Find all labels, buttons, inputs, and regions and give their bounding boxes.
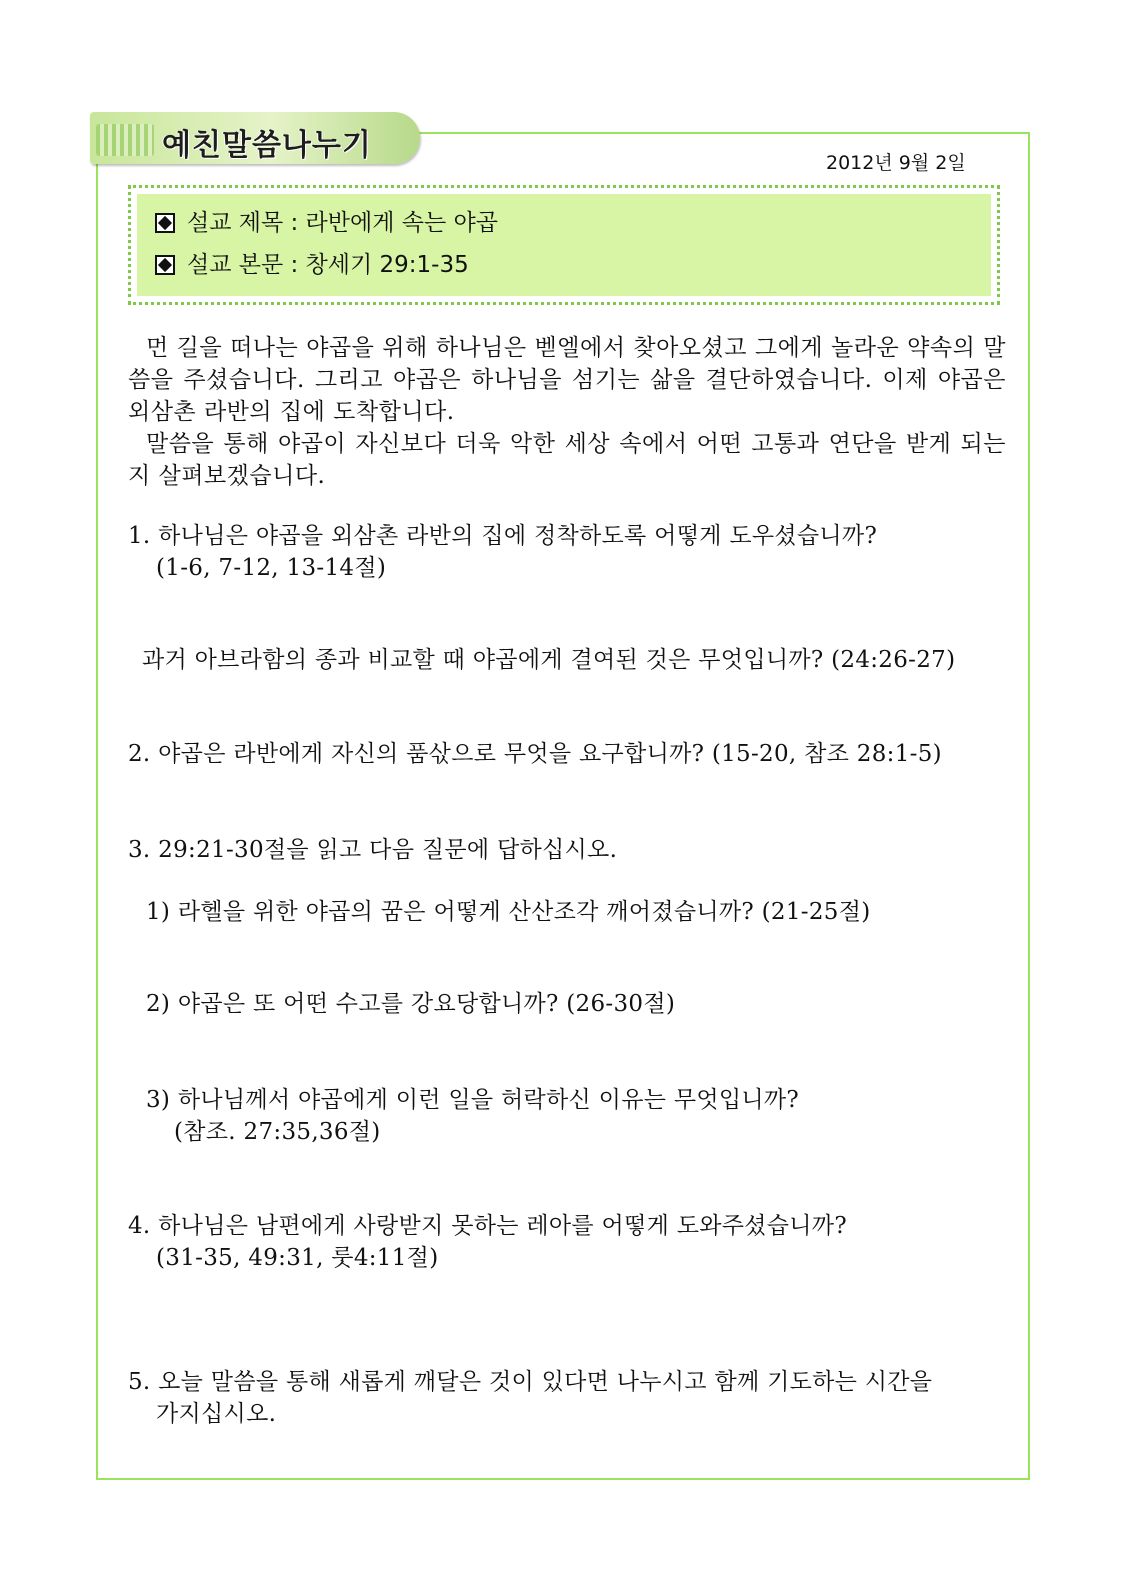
question-3-3 [146, 1084, 799, 1148]
question-3-2-text: 2) 야곱은 또 어떤 수고를 강요당합니까? (26-30절) [146, 991, 676, 1017]
question-5-continuation: 가지십시오. [156, 1401, 277, 1427]
question-2-text: 2. 야곱은 라반에게 자신의 품삯으로 무엇을 요구합니까? (15-20, 참조 28:1-5) [128, 741, 942, 767]
question-4 [128, 1210, 847, 1274]
question-3-3-text: 3) 하나님께서 야곱에게 이런 일을 허락하신 이유는 무엇입니까? [146, 1087, 800, 1113]
intro-paragraph-2: 말씀을 통해 야곱이 자신보다 더욱 악한 세상 속에서 어떤 고통과 연단을 받게 되는지 살펴보겠습니다. [128, 431, 1006, 489]
intro-text [128, 332, 1006, 492]
page-title: 예친말씀나누기 [162, 128, 372, 163]
question-1b [142, 644, 955, 676]
sermon-title: 설교 제목 : 라반에게 속는 야곱 [187, 210, 498, 236]
question-3-1-text: 1) 라헬을 위한 야곱의 꿈은 어떻게 산산조각 깨어졌습니까? (21-25절) [146, 899, 871, 925]
question-3 [128, 834, 617, 866]
sermon-text-row [155, 244, 991, 286]
sermon-info-box [128, 185, 1000, 305]
sermon-info-inner [137, 194, 991, 296]
question-3-1 [146, 896, 871, 928]
diamond-bullet-icon [155, 255, 175, 275]
question-5-text: 5. 오늘 말씀을 통해 새롭게 깨달은 것이 있다면 나누시고 함께 기도하는 시간을 [128, 1369, 933, 1395]
title-banner [90, 112, 420, 164]
question-1-ref: (1-6, 7-12, 13-14절) [156, 555, 387, 581]
sermon-title-row [155, 202, 991, 244]
question-1-text: 1. 하나님은 야곱을 외삼촌 라반의 집에 정착하도록 어떻게 도우셨습니까? [128, 523, 878, 549]
question-4-text: 4. 하나님은 남편에게 사랑받지 못하는 레아를 어떻게 도와주셨습니까? [128, 1213, 847, 1239]
sermon-text: 설교 본문 : 창세기 29:1-35 [187, 252, 469, 278]
question-3-2 [146, 988, 675, 1020]
question-4-ref: (31-35, 49:31, 룻4:11절) [156, 1245, 439, 1271]
question-1 [128, 520, 877, 584]
intro-paragraph-1: 먼 길을 떠나는 야곱을 위해 하나님은 벧엘에서 찾아오셨고 그에게 놀라운 약속의 말씀을 주셨습니다. 그리고 야곱은 하나님을 섬기는 삶을 결단하였습니다. 이제 야곱은 외삼촌 라반의 집에 도착합니다. [128, 335, 1006, 425]
question-5 [128, 1366, 932, 1430]
date-label: 2012년 9월 2일 [826, 152, 966, 174]
question-2 [128, 738, 942, 770]
banner-decoration [96, 124, 154, 156]
question-3-3-ref: (참조. 27:35,36절) [174, 1119, 381, 1145]
question-3-text: 3. 29:21-30절을 읽고 다음 질문에 답하십시오. [128, 837, 618, 863]
diamond-bullet-icon [155, 213, 175, 233]
question-1b-text: 과거 아브라함의 종과 비교할 때 야곱에게 결여된 것은 무엇입니까? (24:26-27) [142, 647, 956, 673]
